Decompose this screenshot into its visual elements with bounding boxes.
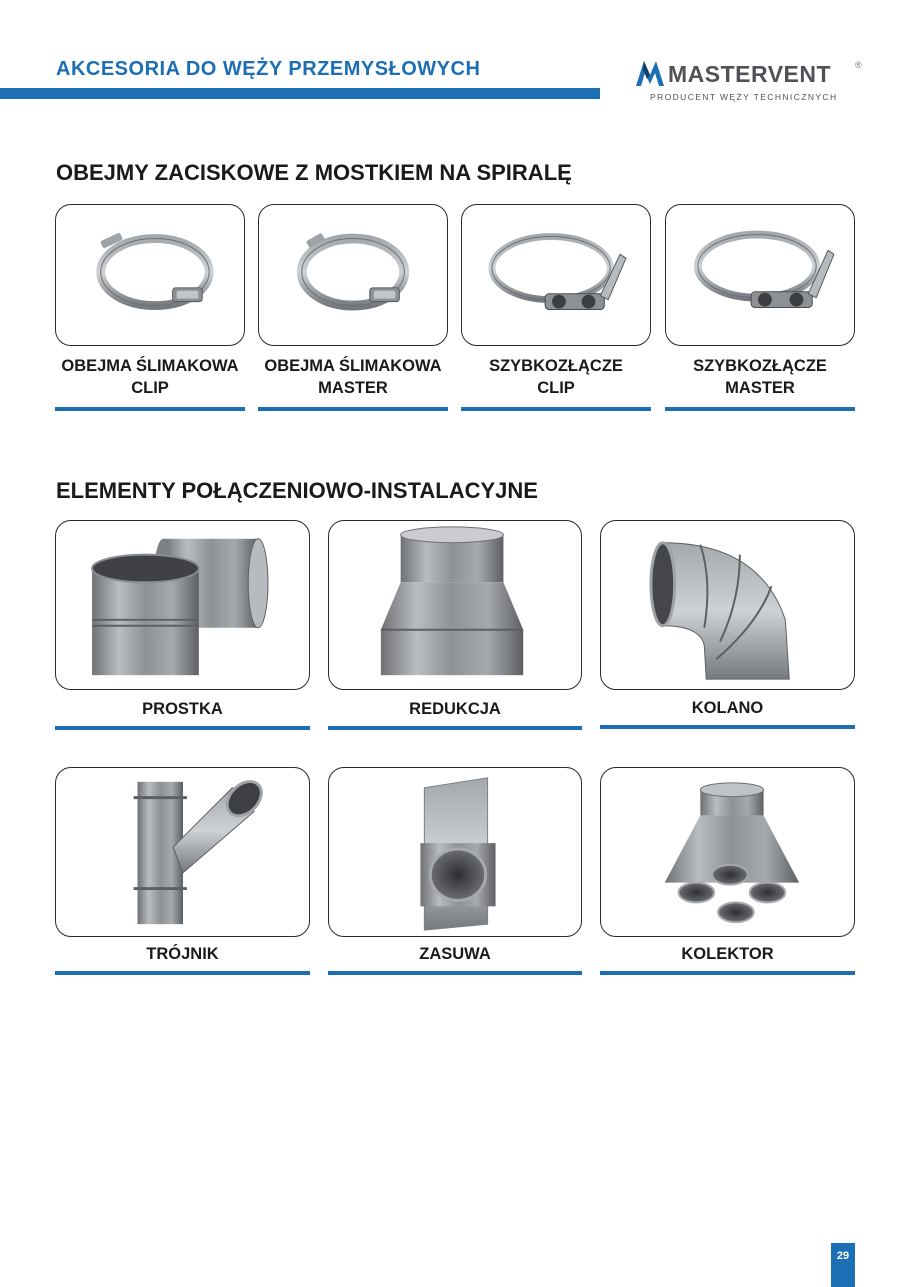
logo-tagline: PRODUCENT WĘŻY TECHNICZNYCH (650, 92, 838, 102)
label-elbow: KOLANO (691, 699, 764, 717)
label-line-1: OBEJMA ŚLIMAKOWA (264, 357, 442, 375)
label-reducer: REDUKCJA (409, 700, 501, 718)
product-image-collector (600, 767, 855, 937)
label-line-1: SZYBKOZŁĄCZE (489, 357, 623, 375)
product-image-straight-connector (55, 520, 310, 690)
slide-gate-photo (329, 768, 581, 936)
label-straight-connector: PROSTKA (142, 700, 223, 718)
label-line-1: OBEJMA ŚLIMAKOWA (61, 357, 239, 375)
product-image-reducer (328, 520, 582, 690)
product-image-quick-clamp-master (665, 204, 855, 346)
label-underline (600, 971, 855, 975)
label-line-2: CLIP (537, 379, 575, 397)
collector-photo (601, 768, 854, 936)
logo-registered-mark: ® (855, 60, 862, 70)
label-underline (55, 971, 310, 975)
section-title-clamps: OBEJMY ZACISKOWE Z MOSTKIEM NA SPIRALĘ (56, 160, 572, 185)
product-image-y-branch (55, 767, 310, 937)
reducer-photo (329, 521, 581, 689)
label-collector: KOLEKTOR (681, 945, 774, 963)
page-number: 29 (831, 1243, 855, 1287)
product-image-quick-clamp-clip (461, 204, 651, 346)
section-title-fittings: ELEMENTY POŁĄCZENIOWO-INSTALACYJNE (56, 478, 538, 503)
product-image-worm-clamp-master (258, 204, 448, 346)
product-image-worm-clamp-clip (55, 204, 245, 346)
mastervent-logo (634, 57, 874, 105)
product-image-elbow (600, 520, 855, 690)
quick-clamp-master-photo (666, 205, 854, 345)
label-y-branch: TRÓJNIK (146, 945, 219, 963)
label-underline (328, 726, 582, 730)
product-image-slide-gate (328, 767, 582, 937)
mastervent-logo-mark-icon (634, 57, 666, 89)
worm-clamp-master-photo (259, 205, 447, 345)
label-line-2: MASTER (725, 379, 795, 397)
label-underline (258, 407, 448, 411)
page-header-title: AKCESORIA DO WĘŻY PRZEMYSŁOWYCH (56, 58, 481, 80)
label-worm-clamp-clip (55, 355, 245, 399)
label-underline (665, 407, 855, 411)
label-underline (461, 407, 651, 411)
label-underline (600, 725, 855, 729)
label-line-2: CLIP (131, 379, 169, 397)
label-worm-clamp-master (258, 355, 448, 399)
label-underline (55, 407, 245, 411)
label-underline (55, 726, 310, 730)
label-underline (328, 971, 582, 975)
label-quick-clamp-master (665, 355, 855, 399)
quick-clamp-clip-photo (462, 205, 650, 345)
logo-name: MASTERVENT (668, 61, 832, 87)
label-line-2: MASTER (318, 379, 388, 397)
header-accent-bar (0, 88, 600, 99)
elbow-photo (601, 521, 854, 689)
y-branch-photo (56, 768, 309, 936)
label-line-1: SZYBKOZŁĄCZE (693, 357, 827, 375)
straight-connector-photo (56, 521, 309, 689)
label-slide-gate: ZASUWA (419, 945, 491, 963)
label-quick-clamp-clip (461, 355, 651, 399)
worm-clamp-clip-photo (56, 205, 244, 345)
